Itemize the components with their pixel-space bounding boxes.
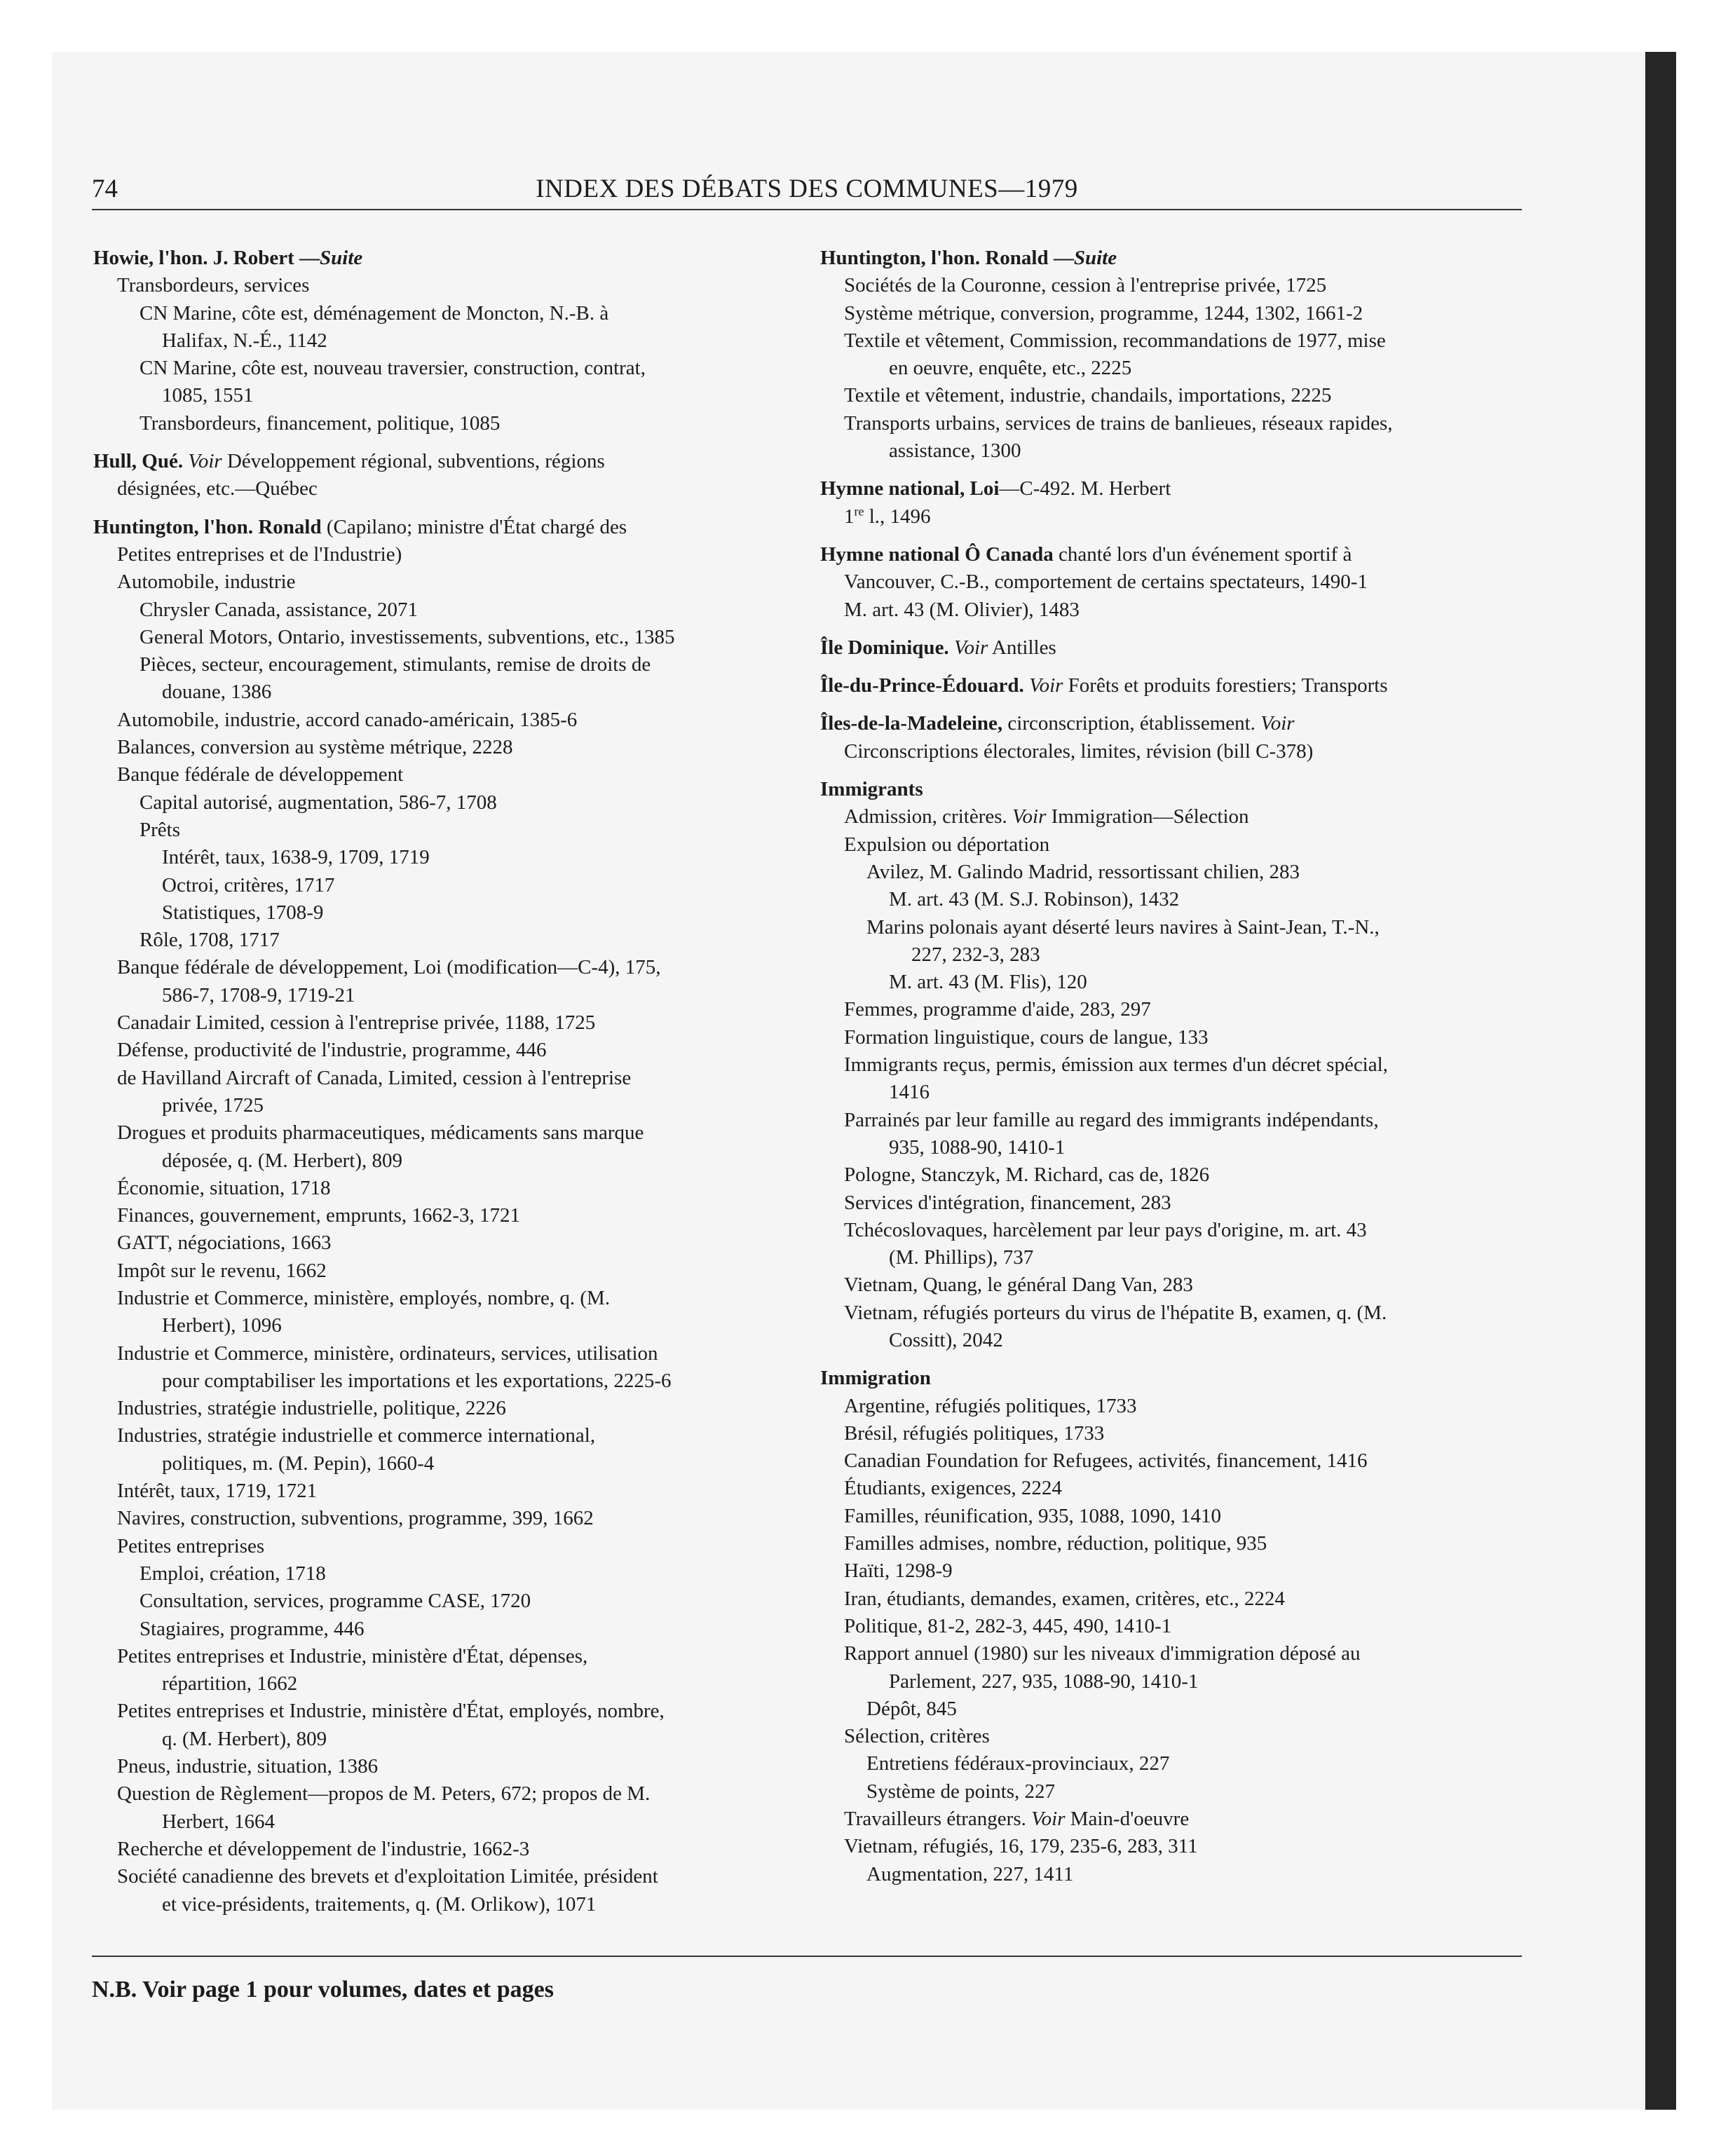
entry-text: Familles admises, nombre, réduction, politique, 935 — [844, 1532, 1267, 1555]
entry-subline — [93, 789, 794, 817]
entry-text: CN Marine, côte est, déménagement de Moncton, N.-B. à — [140, 301, 609, 325]
entry-heading-line — [820, 776, 1521, 803]
entry-text: Voir — [953, 636, 988, 659]
page-number: 74 — [92, 175, 118, 203]
entry-text: Île Dominique. — [820, 636, 949, 659]
entry-subline — [93, 1340, 794, 1367]
entry-subline — [820, 1299, 1521, 1327]
entry-subline — [820, 886, 1521, 913]
entry-text: Île-du-Prince-Édouard. — [820, 674, 1024, 697]
entry-text: Sociétés de la Couronne, cession à l'entreprise privée, 1725 — [844, 274, 1327, 297]
entry-text: Admission, critères. — [844, 805, 1013, 828]
entry-heading-line — [820, 634, 1521, 662]
entry-text: Voir — [1031, 1808, 1066, 1831]
entry-text: 586-7, 1708-9, 1719-21 — [162, 983, 355, 1007]
entry-subline — [93, 596, 794, 624]
entry-heading-line — [820, 710, 1521, 737]
page-header — [92, 174, 1522, 210]
entry-text: Voir — [1012, 805, 1047, 828]
entry-text: Avilez, M. Galindo Madrid, ressortissant chilien, 283 — [866, 860, 1300, 883]
entry-text: Textile et vêtement, industrie, chandails, importations, 2225 — [844, 384, 1332, 407]
entry-text — [1024, 674, 1029, 697]
entry-text: pour comptabiliser les importations et les exportations, 2225-6 — [162, 1369, 672, 1392]
entry-subline — [820, 1668, 1521, 1696]
entry-text: Travailleurs étrangers. — [844, 1808, 1032, 1831]
entry-subline — [820, 1475, 1521, 1502]
entry-subline — [93, 872, 794, 899]
entry-text: Pneus, industrie, situation, 1386 — [117, 1755, 379, 1778]
entry-text: assistance, 1300 — [889, 439, 1021, 463]
entry-text: Chrysler Canada, assistance, 2071 — [140, 598, 419, 621]
entry-subline — [93, 1395, 794, 1422]
entry-subline — [93, 410, 794, 437]
entry-text: Vietnam, Quang, le général Dang Van, 283 — [844, 1274, 1193, 1297]
entry-text: Iran, étudiants, demandes, examen, critères, etc., 2224 — [844, 1587, 1285, 1610]
entry-text: Société canadienne des brevets et d'exploitation Limitée, président — [117, 1865, 658, 1888]
entry-text: Parrainés par leur famille au regard des immigrants indépendants, — [844, 1108, 1379, 1131]
entry-subline — [93, 1808, 794, 1836]
entry-text: Octroi, critères, 1717 — [162, 873, 335, 896]
entry-text: Politique, 81-2, 282-3, 445, 490, 1410-1 — [844, 1614, 1172, 1637]
index-entry — [820, 541, 1521, 624]
entry-text: Expulsion ou déportation — [844, 833, 1050, 856]
entry-subline — [93, 1037, 794, 1064]
entry-text: Intérêt, taux, 1719, 1721 — [117, 1480, 318, 1503]
index-entry — [93, 514, 794, 1918]
entry-subline — [93, 899, 794, 927]
entry-subline — [93, 1836, 794, 1863]
entry-subline — [820, 1833, 1521, 1860]
entry-text: General Motors, Ontario, investissements, subventions, etc., 1385 — [140, 625, 675, 648]
entry-subline — [93, 1009, 794, 1037]
entry-text: Herbert, 1664 — [162, 1810, 275, 1833]
entry-text: Système métrique, conversion, programme, 1244, 1302, 1661-2 — [844, 301, 1363, 325]
entry-subline — [93, 817, 794, 844]
entry-subline — [820, 1134, 1521, 1161]
entry-text: Marins polonais ayant déserté leurs navires à Saint-Jean, T.-N., — [866, 915, 1380, 939]
entry-subline — [93, 1753, 794, 1780]
entry-text: Stagiaires, programme, 446 — [140, 1617, 365, 1640]
entry-text: douane, 1386 — [162, 681, 272, 704]
entry-subline — [93, 1533, 794, 1560]
entry-subline — [820, 1327, 1521, 1354]
entry-subline — [820, 996, 1521, 1023]
entry-subline — [93, 1588, 794, 1615]
entry-text: Circonscriptions électorales, limites, révision (bill C-378) — [844, 739, 1314, 763]
entry-text: Hymne national Ô Canada — [820, 543, 1054, 566]
entry-text: Hull, Qué. — [93, 450, 184, 473]
entry-text: Immigrants reçus, permis, émission aux termes d'un décret spécial, — [844, 1053, 1388, 1077]
entry-subline — [820, 1750, 1521, 1778]
index-entry — [93, 245, 794, 437]
entry-text: Question de Règlement—propos de M. Peters, 672; propos de M. — [117, 1782, 651, 1806]
entry-subline — [93, 1505, 794, 1532]
entry-text: Textile et vêtement, Commission, recommandations de 1977, mise — [844, 329, 1386, 352]
entry-subline — [93, 1119, 794, 1147]
entry-text: re — [854, 504, 864, 519]
entry-text: Halifax, N.-É., 1142 — [162, 329, 327, 352]
entry-text: Défense, productivité de l'industrie, programme, 446 — [117, 1039, 547, 1062]
entry-text: Cossitt), 2042 — [889, 1328, 1003, 1351]
entry-text: Prêts — [140, 818, 180, 841]
entry-subline — [93, 844, 794, 871]
entry-text: GATT, négociations, 1663 — [117, 1231, 332, 1255]
entry-subline — [93, 1863, 794, 1890]
entry-subline — [820, 1393, 1521, 1420]
entry-text: 1085, 1551 — [162, 384, 254, 407]
entry-subline — [820, 1861, 1521, 1888]
index-column-right — [820, 245, 1521, 1899]
entry-heading-line — [820, 1365, 1521, 1392]
entry-text: M. art. 43 (M. Flis), 120 — [889, 971, 1087, 994]
entry-text: Pièces, secteur, encouragement, stimulants, remise de droits de — [140, 653, 651, 676]
entry-text: Rôle, 1708, 1717 — [140, 929, 280, 952]
entry-text: (M. Phillips), 737 — [889, 1246, 1034, 1269]
entry-text: Forêts et produits forestiers; Transports — [1063, 674, 1388, 697]
entry-text: Canadian Foundation for Refugees, activités, financement, 1416 — [844, 1449, 1368, 1473]
entry-text: Dépôt, 845 — [866, 1697, 957, 1720]
entry-text: Banque fédérale de développement, Loi (modification—C-4), 175, — [117, 956, 661, 979]
entry-text: Balances, conversion au système métrique, 2228 — [117, 736, 513, 759]
entry-text: Familles, réunification, 935, 1088, 1090, 1410 — [844, 1504, 1222, 1527]
entry-text: — — [1048, 247, 1074, 269]
entry-subline — [820, 969, 1521, 996]
entry-text: Industrie et Commerce, ministère, employés, nombre, q. (M. — [117, 1286, 611, 1309]
entry-text: M. art. 43 (M. S.J. Robinson), 1432 — [889, 888, 1180, 911]
index-entry — [820, 634, 1521, 662]
entry-text: Immigration — [820, 1367, 931, 1390]
entry-subline — [93, 707, 794, 734]
entry-text: Hymne national, Loi — [820, 477, 1000, 500]
entry-text: Intérêt, taux, 1638-9, 1709, 1719 — [162, 846, 430, 869]
entry-text: Antilles — [988, 636, 1056, 659]
entry-text: Industries, stratégie industrielle et commerce international, — [117, 1424, 596, 1447]
entry-subline — [93, 678, 794, 706]
entry-subline — [93, 1643, 794, 1670]
entry-text: M. art. 43 (M. Olivier), 1483 — [844, 598, 1080, 621]
entry-text: 1416 — [889, 1081, 930, 1104]
entry-subline — [820, 738, 1521, 765]
entry-text: Drogues et produits pharmaceutiques, médicaments sans marque — [117, 1121, 644, 1145]
entry-text: Banque fédérale de développement — [117, 763, 404, 786]
entry-text: Petites entreprises et de l'Industrie) — [117, 543, 402, 566]
entry-text: Pologne, Stanczyk, M. Richard, cas de, 1826 — [844, 1164, 1210, 1187]
entry-subline — [820, 1107, 1521, 1134]
entry-text: Vietnam, réfugiés porteurs du virus de l'hépatite B, examen, q. (M. — [844, 1301, 1387, 1324]
entry-text: Haïti, 1298-9 — [844, 1560, 953, 1583]
entry-subline — [93, 475, 794, 503]
entry-text: — — [294, 247, 320, 269]
entry-subline — [820, 803, 1521, 831]
entry-heading-line — [93, 448, 794, 475]
entry-heading-line — [93, 245, 794, 272]
entry-text: Vietnam, réfugiés, 16, 179, 235-6, 283, 311 — [844, 1835, 1198, 1858]
entry-subline — [820, 859, 1521, 886]
entry-subline — [93, 1257, 794, 1285]
index-column-left — [93, 245, 794, 1929]
entry-text: q. (M. Herbert), 809 — [162, 1727, 327, 1750]
entry-subline — [820, 410, 1521, 437]
entry-text: désignées, etc.—Québec — [117, 477, 318, 500]
entry-text: Petites entreprises — [117, 1534, 265, 1557]
entry-text: Augmentation, 227, 1411 — [866, 1862, 1074, 1885]
entry-subline — [93, 927, 794, 954]
entry-subline — [93, 1450, 794, 1478]
index-entry — [820, 245, 1521, 465]
entry-text: Huntington, l'hon. Ronald — [820, 247, 1049, 269]
entry-text: Recherche et développement de l'industrie, 1662-3 — [117, 1837, 530, 1860]
entry-text: répartition, 1662 — [162, 1672, 298, 1696]
entry-text: Automobile, industrie — [117, 571, 296, 594]
entry-text: Rapport annuel (1980) sur les niveaux d'immigration déposé au — [844, 1642, 1361, 1665]
index-entry — [820, 1365, 1521, 1888]
entry-subline — [820, 382, 1521, 409]
entry-subline — [93, 1065, 794, 1092]
scan-edge-shadow — [1645, 52, 1676, 2110]
entry-text: Femmes, programme d'aide, 283, 297 — [844, 998, 1151, 1021]
entry-text: Automobile, industrie, accord canado-américain, 1385-6 — [117, 708, 578, 731]
entry-heading-line — [820, 245, 1521, 272]
entry-subline — [820, 831, 1521, 859]
entry-subline — [820, 1271, 1521, 1299]
entry-subline — [820, 1161, 1521, 1189]
entry-subline — [820, 1557, 1521, 1585]
entry-subline — [820, 1585, 1521, 1613]
entry-text: CN Marine, côte est, nouveau traversier, construction, contrat, — [140, 357, 646, 380]
entry-subline — [93, 982, 794, 1009]
entry-subline — [93, 1780, 794, 1808]
entry-text: Voir — [1029, 674, 1063, 697]
entry-text: 1 — [844, 505, 855, 528]
entry-text: Petites entreprises et Industrie, ministère d'État, dépenses, — [117, 1644, 588, 1667]
entry-subline — [820, 1806, 1521, 1833]
entry-text: de Havilland Aircraft of Canada, Limited, cession à l'entreprise — [117, 1066, 632, 1089]
entry-subline — [93, 272, 794, 299]
footer-rule — [92, 1956, 1522, 1957]
entry-subline — [93, 1175, 794, 1202]
entry-text: Finances, gouvernement, emprunts, 1662-3, 1721 — [117, 1204, 521, 1227]
entry-subline — [93, 1891, 794, 1918]
entry-subline — [93, 1726, 794, 1753]
entry-subline — [820, 300, 1521, 327]
entry-subline — [820, 1447, 1521, 1475]
entry-text: Vancouver, C.-B., comportement de certains spectateurs, 1490-1 — [844, 571, 1368, 594]
entry-text: Tchécoslovaques, harcèlement par leur pays d'origine, m. art. 43 — [844, 1218, 1367, 1241]
entry-text: Impôt sur le revenu, 1662 — [117, 1259, 327, 1282]
entry-subline — [93, 327, 794, 355]
entry-subline — [93, 300, 794, 327]
entry-text: Suite — [1073, 247, 1117, 269]
entry-subline — [820, 437, 1521, 465]
entry-text: Parlement, 227, 935, 1088-90, 1410-1 — [889, 1670, 1199, 1693]
entry-text: Suite — [320, 247, 363, 269]
entry-text: 227, 232-3, 283 — [911, 943, 1040, 966]
entry-subline — [820, 1024, 1521, 1051]
entry-subline — [820, 1696, 1521, 1723]
entry-text: et vice-présidents, traitements, q. (M. Orlikow), 1071 — [162, 1892, 597, 1916]
entry-text: Transports urbains, services de trains de banlieues, réseaux rapides, — [844, 411, 1393, 435]
entry-text: —C-492. M. Herbert — [999, 477, 1171, 500]
footer-note: N.B. Voir page 1 pour volumes, dates et pages — [92, 1977, 554, 2003]
entry-subline — [820, 355, 1521, 382]
entry-text: Argentine, réfugiés politiques, 1733 — [844, 1394, 1137, 1417]
entry-text: Étudiants, exigences, 2224 — [844, 1477, 1062, 1500]
entry-text: Herbert), 1096 — [162, 1314, 282, 1337]
entry-subline — [820, 1420, 1521, 1447]
entry-subline — [820, 1189, 1521, 1217]
entry-text: Immigration—Sélection — [1046, 805, 1249, 828]
entry-subline — [93, 355, 794, 382]
entry-subline — [93, 1560, 794, 1588]
entry-text: privée, 1725 — [162, 1093, 264, 1117]
entry-subline — [93, 1312, 794, 1339]
entry-text: Entretiens fédéraux-provinciaux, 227 — [866, 1752, 1170, 1775]
index-entry — [820, 672, 1521, 700]
index-entry — [820, 475, 1521, 531]
entry-text: Canadair Limited, cession à l'entreprise privée, 1188, 1725 — [117, 1011, 596, 1035]
entry-text: chanté lors d'un événement sportif à — [1053, 543, 1352, 566]
entry-text: Emploi, création, 1718 — [140, 1562, 326, 1585]
entry-text: Brésil, réfugiés politiques, 1733 — [844, 1421, 1105, 1445]
entry-text: 935, 1088-90, 1410-1 — [889, 1135, 1066, 1159]
entry-subline — [93, 1202, 794, 1229]
entry-heading-line — [820, 475, 1521, 503]
entry-subline — [820, 1640, 1521, 1667]
entry-heading-line — [820, 541, 1521, 568]
entry-text: Formation linguistique, cours de langue, 133 — [844, 1025, 1209, 1049]
entry-text: (Capilano; ministre d'État chargé des — [321, 515, 627, 538]
entry-subline — [93, 954, 794, 981]
entry-subline — [93, 761, 794, 789]
entry-text: Sélection, critères — [844, 1725, 990, 1748]
entry-text: Statistiques, 1708-9 — [162, 901, 324, 924]
entry-subline — [93, 1229, 794, 1257]
index-entry — [820, 776, 1521, 1354]
entry-subline — [820, 1530, 1521, 1557]
entry-text: Services d'intégration, financement, 283 — [844, 1191, 1171, 1214]
entry-text: Huntington, l'hon. Ronald — [93, 515, 322, 538]
entry-text: Petites entreprises et Industrie, ministère d'État, employés, nombre, — [117, 1700, 665, 1723]
entry-subline — [93, 382, 794, 409]
entry-text: Industries, stratégie industrielle, politique, 2226 — [117, 1397, 506, 1420]
entry-subline — [820, 596, 1521, 624]
entry-subline — [820, 941, 1521, 969]
entry-subline — [820, 568, 1521, 596]
entry-subline — [93, 1285, 794, 1312]
entry-heading-line — [820, 672, 1521, 700]
entry-text: circonscription, établissement. — [1002, 712, 1261, 735]
header-rule — [92, 209, 1522, 210]
entry-subline — [93, 1698, 794, 1725]
entry-subline — [820, 1503, 1521, 1530]
entry-subline — [93, 1616, 794, 1643]
entry-text: Développement régional, subventions, régions — [222, 450, 605, 473]
entry-subline — [93, 651, 794, 678]
entry-subline — [820, 1778, 1521, 1806]
entry-text: déposée, q. (M. Herbert), 809 — [162, 1149, 403, 1172]
entry-subline — [93, 1670, 794, 1698]
entry-subline — [820, 272, 1521, 299]
entry-text: Transbordeurs, financement, politique, 1085 — [140, 411, 501, 435]
entry-subline — [820, 1244, 1521, 1271]
entry-text: Voir — [188, 450, 222, 473]
entry-subline — [820, 1079, 1521, 1106]
entry-subline — [93, 1147, 794, 1175]
entry-text: Industrie et Commerce, ministère, ordinateurs, services, utilisation — [117, 1342, 658, 1365]
entry-text: Système de points, 227 — [866, 1780, 1056, 1803]
entry-subline — [820, 1217, 1521, 1244]
entry-subline — [820, 1723, 1521, 1750]
entry-subline — [93, 734, 794, 761]
entry-text: Navires, construction, subventions, programme, 399, 1662 — [117, 1507, 594, 1530]
entry-text: Économie, situation, 1718 — [117, 1176, 331, 1199]
entry-text: Capital autorisé, augmentation, 586-7, 1708 — [140, 791, 497, 814]
running-title: INDEX DES DÉBATS DES COMMUNES—1979 — [536, 175, 1078, 203]
entry-subline — [93, 1092, 794, 1119]
entry-subline — [820, 327, 1521, 355]
entry-heading-line — [93, 514, 794, 541]
entry-subline — [93, 568, 794, 596]
entry-text: l., 1496 — [864, 505, 931, 528]
entry-text: en oeuvre, enquête, etc., 2225 — [889, 357, 1132, 380]
entry-subline — [93, 1367, 794, 1395]
entry-text: Main-d'oeuvre — [1065, 1808, 1190, 1831]
entry-text: politiques, m. (M. Pepin), 1660-4 — [162, 1452, 435, 1475]
entry-subline — [820, 914, 1521, 941]
entry-text — [949, 636, 954, 659]
entry-text: Immigrants — [820, 778, 923, 801]
entry-subline — [820, 503, 1521, 531]
entry-text: Îles-de-la-Madeleine, — [820, 712, 1003, 735]
entry-subline — [93, 1422, 794, 1449]
entry-subline — [93, 624, 794, 651]
index-entry — [93, 448, 794, 503]
index-entry — [820, 710, 1521, 765]
entry-text: Transbordeurs, services — [117, 274, 310, 297]
entry-subline — [93, 541, 794, 568]
entry-text: Howie, l'hon. J. Robert — [93, 247, 294, 269]
entry-text: Consultation, services, programme CASE, 1720 — [140, 1590, 531, 1613]
entry-subline — [93, 1478, 794, 1505]
entry-subline — [820, 1613, 1521, 1640]
entry-text: Voir — [1260, 712, 1295, 735]
entry-subline — [820, 1051, 1521, 1079]
